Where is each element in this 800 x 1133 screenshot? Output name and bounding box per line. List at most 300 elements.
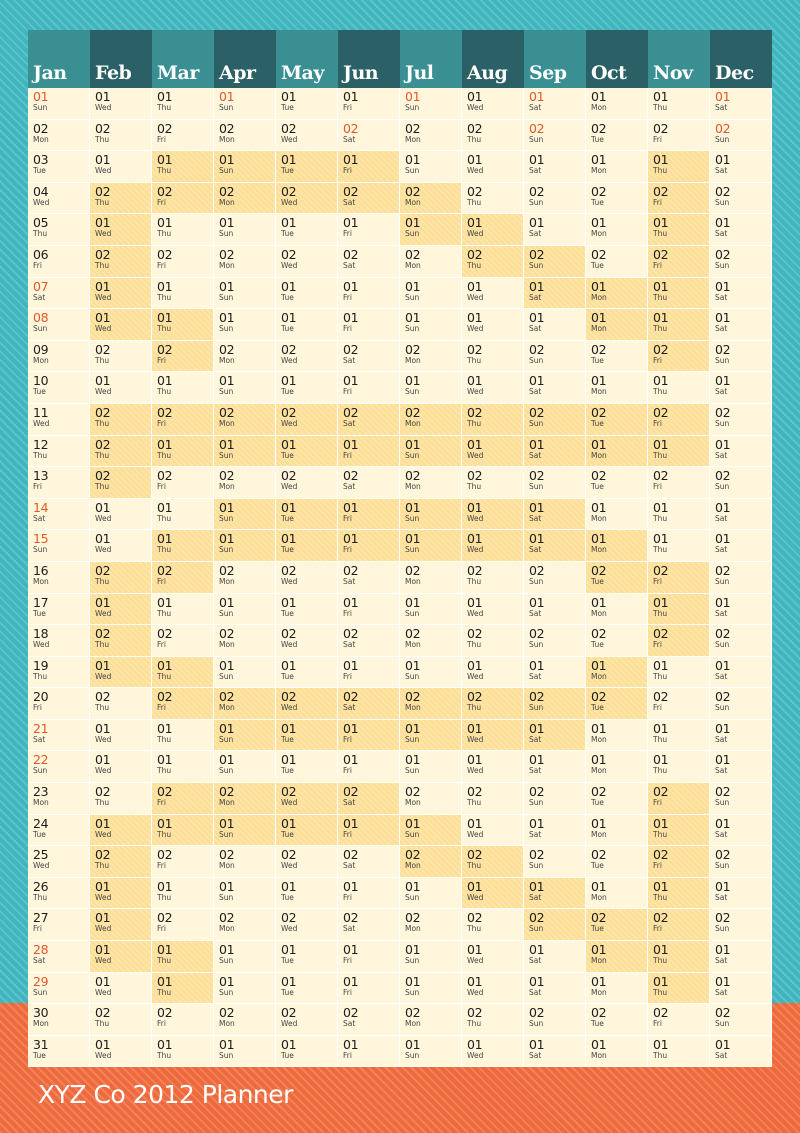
- day-cell[interactable]: [524, 625, 586, 657]
- day-cell[interactable]: [400, 372, 462, 404]
- day-cell[interactable]: [90, 530, 152, 562]
- day-cell[interactable]: [462, 309, 524, 341]
- day-cell[interactable]: [152, 751, 214, 783]
- day-cell[interactable]: [28, 625, 90, 657]
- day-cell[interactable]: [338, 183, 400, 215]
- day-cell[interactable]: [90, 594, 152, 626]
- day-cell[interactable]: [710, 246, 772, 278]
- day-cell[interactable]: [152, 404, 214, 436]
- day-cell[interactable]: [710, 941, 772, 973]
- day-cell[interactable]: [90, 214, 152, 246]
- day-cell[interactable]: [462, 815, 524, 847]
- day-cell[interactable]: [276, 878, 338, 910]
- day-cell[interactable]: [338, 309, 400, 341]
- day-cell[interactable]: [276, 183, 338, 215]
- day-cell[interactable]: [524, 120, 586, 152]
- day-cell[interactable]: [90, 183, 152, 215]
- day-cell[interactable]: [462, 183, 524, 215]
- day-cell[interactable]: [710, 1004, 772, 1036]
- day-cell[interactable]: [648, 625, 710, 657]
- day-cell[interactable]: [400, 815, 462, 847]
- day-cell[interactable]: [400, 720, 462, 752]
- day-cell[interactable]: [648, 1004, 710, 1036]
- day-cell[interactable]: [152, 309, 214, 341]
- day-cell[interactable]: [338, 688, 400, 720]
- day-cell[interactable]: [214, 214, 276, 246]
- day-cell[interactable]: [276, 214, 338, 246]
- day-cell[interactable]: [214, 878, 276, 910]
- day-cell[interactable]: [524, 88, 586, 120]
- day-cell[interactable]: [462, 973, 524, 1005]
- day-cell[interactable]: [28, 183, 90, 215]
- day-cell[interactable]: [400, 846, 462, 878]
- day-cell[interactable]: [400, 151, 462, 183]
- day-cell[interactable]: [462, 625, 524, 657]
- day-cell[interactable]: [462, 783, 524, 815]
- day-cell[interactable]: [462, 657, 524, 689]
- day-cell[interactable]: [586, 941, 648, 973]
- day-cell[interactable]: [90, 1036, 152, 1068]
- day-cell[interactable]: [338, 878, 400, 910]
- day-cell[interactable]: [648, 751, 710, 783]
- day-cell[interactable]: [90, 783, 152, 815]
- day-cell[interactable]: [152, 594, 214, 626]
- day-cell[interactable]: [462, 278, 524, 310]
- day-cell[interactable]: [648, 783, 710, 815]
- day-cell[interactable]: [338, 941, 400, 973]
- day-cell[interactable]: [214, 846, 276, 878]
- day-cell[interactable]: [710, 846, 772, 878]
- day-cell[interactable]: [462, 88, 524, 120]
- day-cell[interactable]: [400, 120, 462, 152]
- day-cell[interactable]: [276, 973, 338, 1005]
- day-cell[interactable]: [276, 783, 338, 815]
- day-cell[interactable]: [524, 562, 586, 594]
- day-cell[interactable]: [28, 467, 90, 499]
- day-cell[interactable]: [400, 309, 462, 341]
- day-cell[interactable]: [400, 436, 462, 468]
- day-cell[interactable]: [524, 436, 586, 468]
- day-cell[interactable]: [152, 341, 214, 373]
- day-cell[interactable]: [400, 625, 462, 657]
- day-cell[interactable]: [710, 214, 772, 246]
- day-cell[interactable]: [152, 151, 214, 183]
- day-cell[interactable]: [90, 341, 152, 373]
- day-cell[interactable]: [462, 372, 524, 404]
- day-cell[interactable]: [90, 1004, 152, 1036]
- day-cell[interactable]: [214, 973, 276, 1005]
- day-cell[interactable]: [90, 499, 152, 531]
- day-cell[interactable]: [28, 657, 90, 689]
- day-cell[interactable]: [152, 1004, 214, 1036]
- day-cell[interactable]: [152, 720, 214, 752]
- day-cell[interactable]: [338, 214, 400, 246]
- day-cell[interactable]: [338, 341, 400, 373]
- day-cell[interactable]: [214, 657, 276, 689]
- day-cell[interactable]: [90, 309, 152, 341]
- day-cell[interactable]: [28, 878, 90, 910]
- day-cell[interactable]: [462, 404, 524, 436]
- day-cell[interactable]: [462, 1036, 524, 1068]
- day-cell[interactable]: [276, 720, 338, 752]
- day-cell[interactable]: [28, 120, 90, 152]
- day-cell[interactable]: [524, 341, 586, 373]
- day-cell[interactable]: [152, 436, 214, 468]
- day-cell[interactable]: [710, 467, 772, 499]
- day-cell[interactable]: [524, 941, 586, 973]
- day-cell[interactable]: [648, 467, 710, 499]
- day-cell[interactable]: [276, 467, 338, 499]
- day-cell[interactable]: [586, 909, 648, 941]
- day-cell[interactable]: [710, 404, 772, 436]
- day-cell[interactable]: [276, 341, 338, 373]
- day-cell[interactable]: [152, 246, 214, 278]
- day-cell[interactable]: [276, 594, 338, 626]
- day-cell[interactable]: [586, 1036, 648, 1068]
- day-cell[interactable]: [214, 309, 276, 341]
- day-cell[interactable]: [710, 530, 772, 562]
- day-cell[interactable]: [214, 499, 276, 531]
- day-cell[interactable]: [152, 657, 214, 689]
- day-cell[interactable]: [586, 562, 648, 594]
- day-cell[interactable]: [710, 625, 772, 657]
- day-cell[interactable]: [276, 309, 338, 341]
- day-cell[interactable]: [152, 815, 214, 847]
- day-cell[interactable]: [214, 404, 276, 436]
- day-cell[interactable]: [28, 246, 90, 278]
- day-cell[interactable]: [524, 183, 586, 215]
- day-cell[interactable]: [276, 562, 338, 594]
- day-cell[interactable]: [28, 1036, 90, 1068]
- day-cell[interactable]: [648, 909, 710, 941]
- day-cell[interactable]: [276, 657, 338, 689]
- day-cell[interactable]: [586, 815, 648, 847]
- day-cell[interactable]: [648, 372, 710, 404]
- day-cell[interactable]: [276, 909, 338, 941]
- day-cell[interactable]: [648, 214, 710, 246]
- day-cell[interactable]: [214, 1036, 276, 1068]
- day-cell[interactable]: [586, 214, 648, 246]
- day-cell[interactable]: [524, 878, 586, 910]
- day-cell[interactable]: [214, 688, 276, 720]
- day-cell[interactable]: [462, 436, 524, 468]
- day-cell[interactable]: [400, 530, 462, 562]
- day-cell[interactable]: [152, 625, 214, 657]
- day-cell[interactable]: [214, 341, 276, 373]
- day-cell[interactable]: [648, 562, 710, 594]
- day-cell[interactable]: [648, 1036, 710, 1068]
- day-cell[interactable]: [90, 815, 152, 847]
- day-cell[interactable]: [152, 120, 214, 152]
- day-cell[interactable]: [214, 436, 276, 468]
- day-cell[interactable]: [90, 846, 152, 878]
- day-cell[interactable]: [90, 720, 152, 752]
- day-cell[interactable]: [90, 751, 152, 783]
- day-cell[interactable]: [214, 751, 276, 783]
- day-cell[interactable]: [524, 846, 586, 878]
- day-cell[interactable]: [400, 657, 462, 689]
- day-cell[interactable]: [400, 594, 462, 626]
- day-cell[interactable]: [586, 499, 648, 531]
- day-cell[interactable]: [338, 404, 400, 436]
- day-cell[interactable]: [648, 720, 710, 752]
- day-cell[interactable]: [524, 688, 586, 720]
- day-cell[interactable]: [276, 846, 338, 878]
- day-cell[interactable]: [710, 341, 772, 373]
- day-cell[interactable]: [524, 372, 586, 404]
- day-cell[interactable]: [710, 436, 772, 468]
- day-cell[interactable]: [152, 372, 214, 404]
- day-cell[interactable]: [28, 815, 90, 847]
- day-cell[interactable]: [152, 783, 214, 815]
- day-cell[interactable]: [710, 183, 772, 215]
- day-cell[interactable]: [710, 309, 772, 341]
- day-cell[interactable]: [648, 878, 710, 910]
- day-cell[interactable]: [90, 941, 152, 973]
- day-cell[interactable]: [524, 657, 586, 689]
- day-cell[interactable]: [90, 120, 152, 152]
- day-cell[interactable]: [152, 878, 214, 910]
- day-cell[interactable]: [524, 594, 586, 626]
- day-cell[interactable]: [524, 214, 586, 246]
- day-cell[interactable]: [276, 815, 338, 847]
- day-cell[interactable]: [338, 436, 400, 468]
- day-cell[interactable]: [90, 467, 152, 499]
- day-cell[interactable]: [524, 1036, 586, 1068]
- day-cell[interactable]: [276, 120, 338, 152]
- day-cell[interactable]: [710, 815, 772, 847]
- day-cell[interactable]: [152, 183, 214, 215]
- day-cell[interactable]: [586, 973, 648, 1005]
- day-cell[interactable]: [710, 909, 772, 941]
- day-cell[interactable]: [214, 278, 276, 310]
- day-cell[interactable]: [338, 246, 400, 278]
- day-cell[interactable]: [524, 751, 586, 783]
- day-cell[interactable]: [338, 467, 400, 499]
- day-cell[interactable]: [462, 341, 524, 373]
- day-cell[interactable]: [400, 404, 462, 436]
- day-cell[interactable]: [214, 909, 276, 941]
- day-cell[interactable]: [152, 846, 214, 878]
- day-cell[interactable]: [586, 404, 648, 436]
- day-cell[interactable]: [400, 878, 462, 910]
- day-cell[interactable]: [152, 467, 214, 499]
- day-cell[interactable]: [90, 246, 152, 278]
- day-cell[interactable]: [214, 151, 276, 183]
- day-cell[interactable]: [462, 214, 524, 246]
- day-cell[interactable]: [338, 1036, 400, 1068]
- day-cell[interactable]: [338, 909, 400, 941]
- day-cell[interactable]: [710, 120, 772, 152]
- day-cell[interactable]: [90, 973, 152, 1005]
- day-cell[interactable]: [462, 941, 524, 973]
- day-cell[interactable]: [214, 941, 276, 973]
- day-cell[interactable]: [152, 499, 214, 531]
- day-cell[interactable]: [648, 246, 710, 278]
- day-cell[interactable]: [710, 594, 772, 626]
- day-cell[interactable]: [400, 278, 462, 310]
- day-cell[interactable]: [586, 783, 648, 815]
- day-cell[interactable]: [276, 151, 338, 183]
- day-cell[interactable]: [152, 278, 214, 310]
- day-cell[interactable]: [338, 594, 400, 626]
- day-cell[interactable]: [710, 751, 772, 783]
- day-cell[interactable]: [338, 88, 400, 120]
- day-cell[interactable]: [276, 278, 338, 310]
- day-cell[interactable]: [710, 688, 772, 720]
- day-cell[interactable]: [648, 499, 710, 531]
- day-cell[interactable]: [586, 720, 648, 752]
- day-cell[interactable]: [462, 878, 524, 910]
- day-cell[interactable]: [648, 88, 710, 120]
- day-cell[interactable]: [28, 214, 90, 246]
- day-cell[interactable]: [648, 846, 710, 878]
- day-cell[interactable]: [152, 530, 214, 562]
- day-cell[interactable]: [710, 783, 772, 815]
- day-cell[interactable]: [338, 657, 400, 689]
- day-cell[interactable]: [710, 973, 772, 1005]
- day-cell[interactable]: [152, 214, 214, 246]
- day-cell[interactable]: [338, 625, 400, 657]
- day-cell[interactable]: [28, 1004, 90, 1036]
- day-cell[interactable]: [214, 783, 276, 815]
- day-cell[interactable]: [152, 688, 214, 720]
- day-cell[interactable]: [28, 973, 90, 1005]
- day-cell[interactable]: [648, 815, 710, 847]
- day-cell[interactable]: [276, 941, 338, 973]
- day-cell[interactable]: [276, 530, 338, 562]
- day-cell[interactable]: [28, 499, 90, 531]
- day-cell[interactable]: [524, 1004, 586, 1036]
- day-cell[interactable]: [648, 941, 710, 973]
- day-cell[interactable]: [648, 278, 710, 310]
- day-cell[interactable]: [524, 720, 586, 752]
- day-cell[interactable]: [152, 941, 214, 973]
- day-cell[interactable]: [28, 436, 90, 468]
- day-cell[interactable]: [90, 372, 152, 404]
- day-cell[interactable]: [462, 1004, 524, 1036]
- day-cell[interactable]: [710, 562, 772, 594]
- day-cell[interactable]: [648, 183, 710, 215]
- day-cell[interactable]: [152, 562, 214, 594]
- day-cell[interactable]: [28, 341, 90, 373]
- day-cell[interactable]: [214, 88, 276, 120]
- day-cell[interactable]: [28, 594, 90, 626]
- day-cell[interactable]: [28, 751, 90, 783]
- day-cell[interactable]: [276, 372, 338, 404]
- day-cell[interactable]: [338, 846, 400, 878]
- day-cell[interactable]: [524, 530, 586, 562]
- day-cell[interactable]: [276, 88, 338, 120]
- day-cell[interactable]: [338, 720, 400, 752]
- day-cell[interactable]: [338, 973, 400, 1005]
- day-cell[interactable]: [462, 562, 524, 594]
- day-cell[interactable]: [710, 88, 772, 120]
- day-cell[interactable]: [214, 720, 276, 752]
- day-cell[interactable]: [90, 404, 152, 436]
- day-cell[interactable]: [586, 278, 648, 310]
- day-cell[interactable]: [214, 372, 276, 404]
- day-cell[interactable]: [276, 499, 338, 531]
- day-cell[interactable]: [524, 499, 586, 531]
- day-cell[interactable]: [648, 404, 710, 436]
- day-cell[interactable]: [710, 878, 772, 910]
- day-cell[interactable]: [28, 909, 90, 941]
- day-cell[interactable]: [524, 278, 586, 310]
- day-cell[interactable]: [400, 909, 462, 941]
- day-cell[interactable]: [710, 1036, 772, 1068]
- day-cell[interactable]: [400, 341, 462, 373]
- day-cell[interactable]: [586, 309, 648, 341]
- day-cell[interactable]: [648, 309, 710, 341]
- day-cell[interactable]: [462, 246, 524, 278]
- day-cell[interactable]: [338, 562, 400, 594]
- day-cell[interactable]: [152, 1036, 214, 1068]
- day-cell[interactable]: [648, 120, 710, 152]
- day-cell[interactable]: [462, 499, 524, 531]
- day-cell[interactable]: [462, 467, 524, 499]
- day-cell[interactable]: [28, 404, 90, 436]
- day-cell[interactable]: [152, 88, 214, 120]
- day-cell[interactable]: [276, 1004, 338, 1036]
- day-cell[interactable]: [28, 88, 90, 120]
- day-cell[interactable]: [28, 688, 90, 720]
- day-cell[interactable]: [338, 751, 400, 783]
- day-cell[interactable]: [462, 594, 524, 626]
- day-cell[interactable]: [524, 783, 586, 815]
- day-cell[interactable]: [710, 151, 772, 183]
- day-cell[interactable]: [462, 530, 524, 562]
- day-cell[interactable]: [214, 246, 276, 278]
- day-cell[interactable]: [338, 530, 400, 562]
- day-cell[interactable]: [462, 120, 524, 152]
- day-cell[interactable]: [524, 309, 586, 341]
- day-cell[interactable]: [586, 1004, 648, 1036]
- day-cell[interactable]: [586, 688, 648, 720]
- day-cell[interactable]: [90, 657, 152, 689]
- day-cell[interactable]: [462, 846, 524, 878]
- day-cell[interactable]: [214, 183, 276, 215]
- day-cell[interactable]: [586, 341, 648, 373]
- day-cell[interactable]: [524, 815, 586, 847]
- day-cell[interactable]: [586, 436, 648, 468]
- day-cell[interactable]: [152, 973, 214, 1005]
- day-cell[interactable]: [90, 562, 152, 594]
- day-cell[interactable]: [400, 1036, 462, 1068]
- day-cell[interactable]: [400, 973, 462, 1005]
- day-cell[interactable]: [400, 1004, 462, 1036]
- day-cell[interactable]: [400, 183, 462, 215]
- day-cell[interactable]: [710, 657, 772, 689]
- day-cell[interactable]: [400, 214, 462, 246]
- day-cell[interactable]: [28, 783, 90, 815]
- day-cell[interactable]: [28, 846, 90, 878]
- day-cell[interactable]: [90, 909, 152, 941]
- day-cell[interactable]: [400, 941, 462, 973]
- day-cell[interactable]: [524, 909, 586, 941]
- day-cell[interactable]: [710, 372, 772, 404]
- day-cell[interactable]: [214, 562, 276, 594]
- day-cell[interactable]: [710, 278, 772, 310]
- day-cell[interactable]: [28, 562, 90, 594]
- day-cell[interactable]: [400, 246, 462, 278]
- day-cell[interactable]: [338, 278, 400, 310]
- day-cell[interactable]: [338, 120, 400, 152]
- day-cell[interactable]: [214, 120, 276, 152]
- day-cell[interactable]: [214, 530, 276, 562]
- day-cell[interactable]: [214, 594, 276, 626]
- day-cell[interactable]: [648, 436, 710, 468]
